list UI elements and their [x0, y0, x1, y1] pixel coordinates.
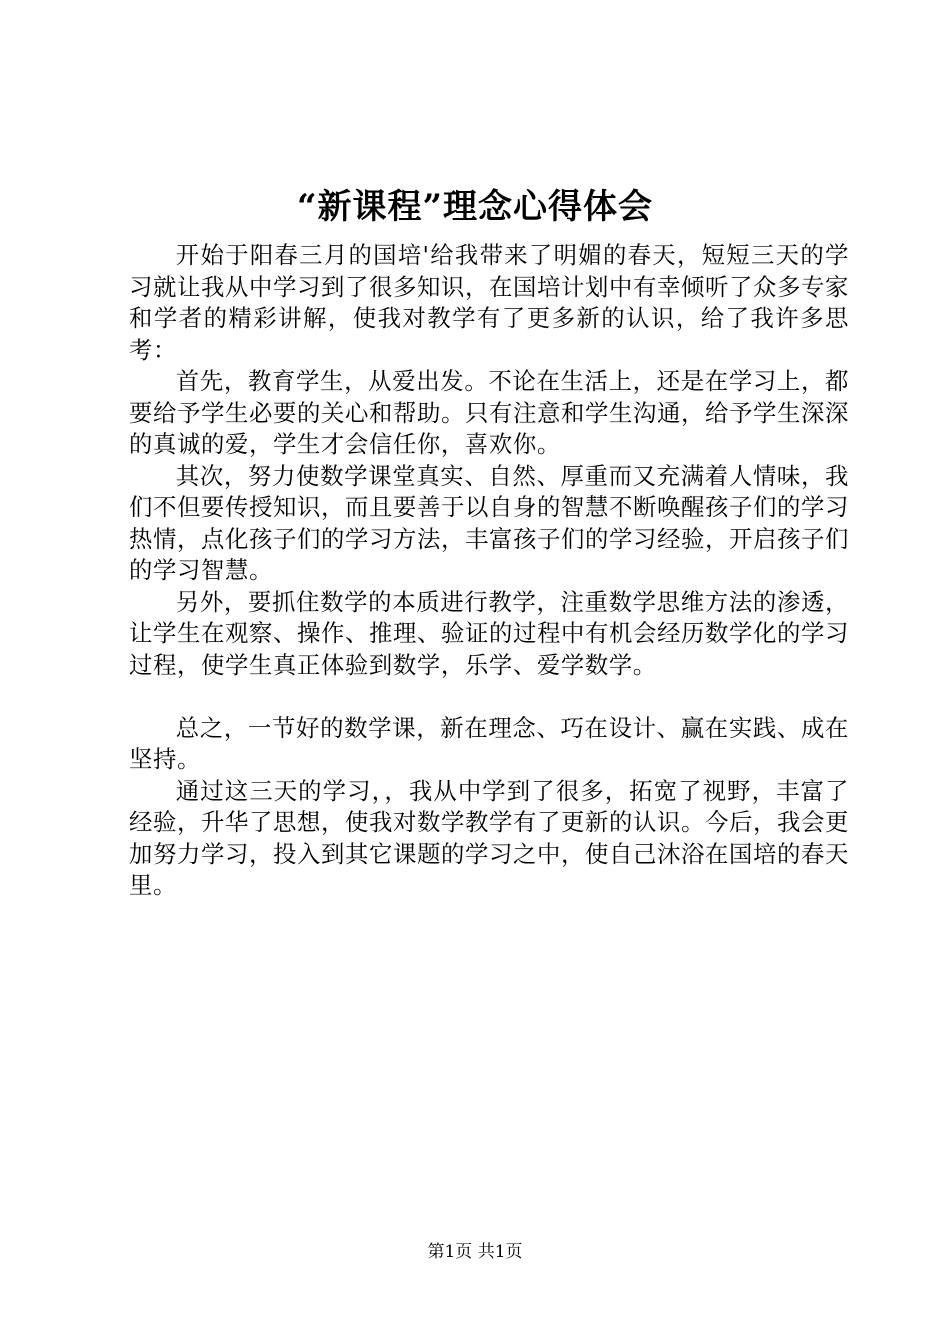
paragraph-intro: 开始于阳春三月的国培'给我带来了明媚的春天，短短三天的学习就让我从中学习到了很多知识，在国培计划中有幸倾听了众多专家和学者的精彩讲解，使我对教学有了更多新的认识，给了我许多思考：	[129, 241, 849, 364]
paragraph-summary: 总之，一节好的数学课，新在理念、巧在设计、赢在实践、成在坚持。	[129, 713, 849, 773]
page-footer	[0, 1240, 950, 1264]
paragraph-first: 首先，教育学生，从爱出发。不论在生活上，还是在学习上，都要给予学生必要的关心和帮助。只有注意和学生沟通，给予学生深深的真诚的爱，学生才会信任你，喜欢你。	[129, 367, 849, 458]
page-number: 第1页	[427, 1242, 473, 1262]
paragraph-third: 另外，要抓住数学的本质进行教学，注重数学思维方法的渗透，让学生在观察、操作、推理、验证的过程中有机会经历数学化的学习过程，使学生真正体验到数学，乐学、爱学数学。	[129, 587, 849, 679]
paragraph-second: 其次，努力使数学课堂真实、自然、厚重而又充满着人情味，我们不但要传授知识，而且要善于以自身的智慧不断唤醒孩子们的学习热情，点化孩子们的学习方法，丰富孩子们的学习经验，开启孩子们的学习智慧。	[129, 461, 849, 584]
page-total: 共1页	[477, 1242, 523, 1262]
document-body	[129, 240, 849, 902]
document-title: “新课程”理念心得体会	[296, 187, 654, 227]
paragraph-conclusion: 通过这三天的学习，，我从中学到了很多，拓宽了视野，丰富了经验，升华了思想，使我对数学教学有了更新的认识。今后，我会更加努力学习，投入到其它课题的学习之中，使自己沐浴在国培的春天里。	[129, 776, 849, 899]
